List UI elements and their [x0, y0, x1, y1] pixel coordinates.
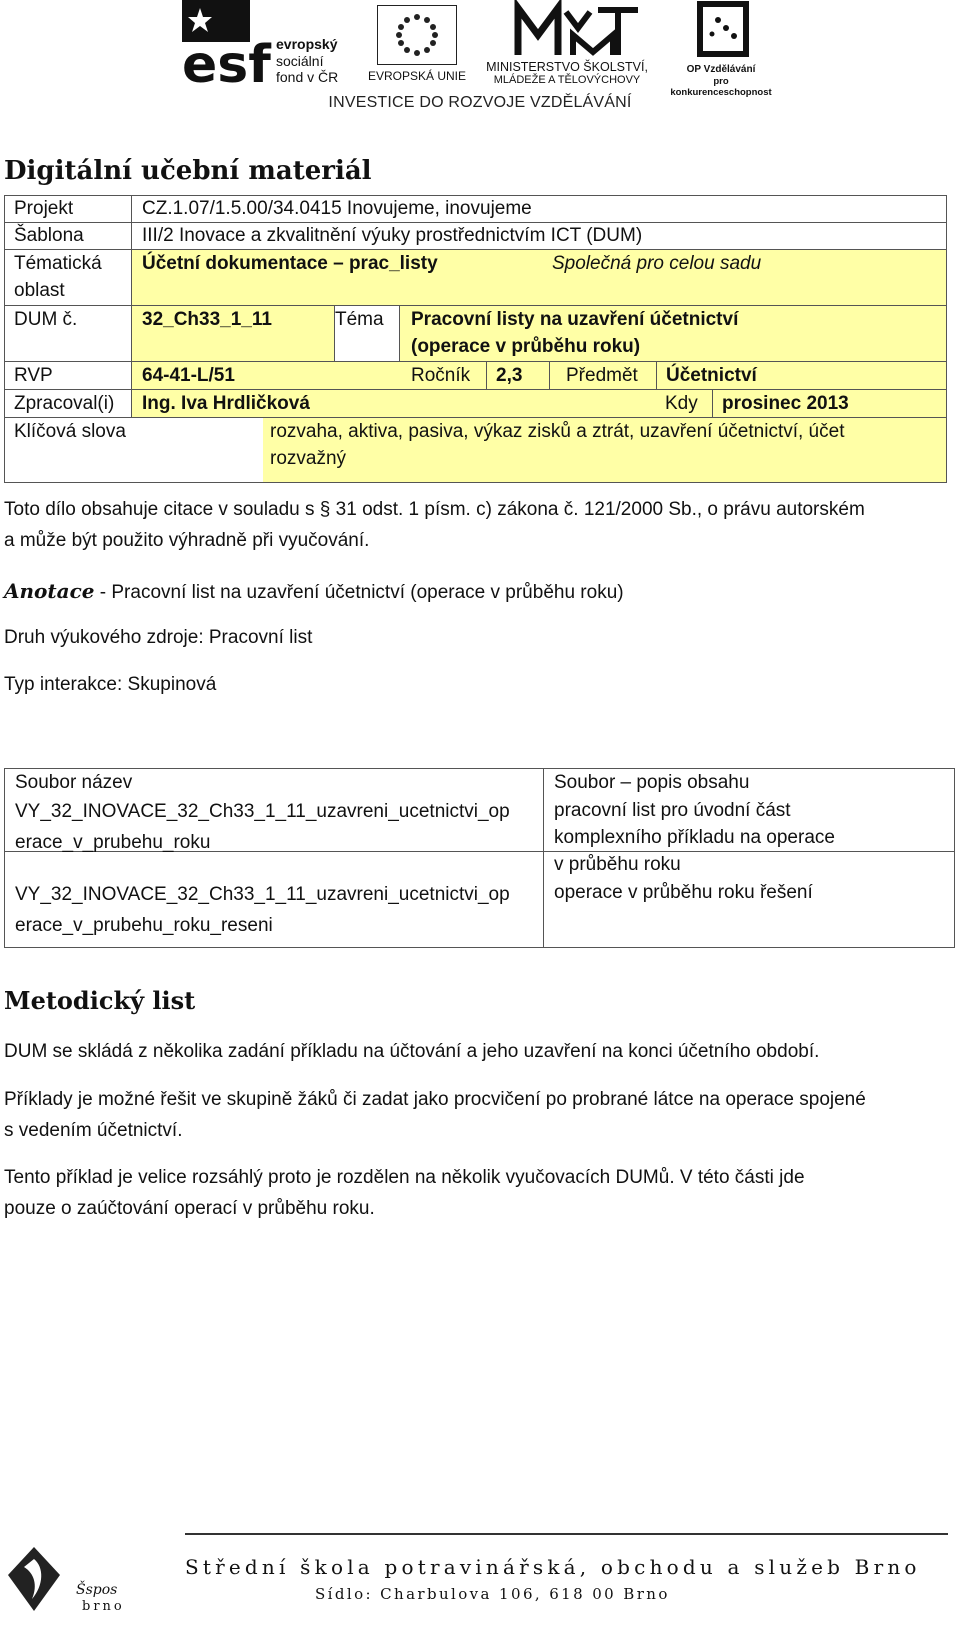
klicova-slova-line2: rozvažný	[270, 448, 347, 469]
school-logo-line1: Šspos	[76, 1582, 118, 1598]
esf-line3: fond v ČR	[276, 69, 339, 85]
eu-label: EVROPSKÁ UNIE	[367, 69, 467, 83]
file-table	[4, 768, 955, 948]
msmt-line1: MINISTERSTVO ŠKOLSTVÍ,	[486, 60, 648, 74]
file-row1-desc-line1: pracovní list pro úvodní část	[554, 800, 791, 821]
file-col1-header: Soubor název	[15, 772, 133, 793]
metodicky-p3-line1: Tento příklad je velice rozsáhlý proto je rozdělen na několik vyučovacích DUMů. V této části jde	[4, 1167, 805, 1188]
op-vzdelavani-logo	[662, 0, 780, 98]
document-title: Digitální učební materiál	[4, 156, 372, 186]
rvp-value: 64-41-L/51	[142, 365, 235, 386]
druh-zdroje: Druh výukového zdroje: Pracovní list	[4, 627, 313, 648]
dum-value: 32_Ch33_1_11	[142, 309, 272, 330]
rocnik-value: 2,3	[496, 365, 523, 386]
kdy-value: prosinec 2013	[722, 393, 849, 414]
file-row2-name-line2: erace_v_prubehu_roku_reseni	[15, 915, 273, 936]
tema-value-line1: Pracovní listy na uzavření účetnictví	[411, 309, 739, 330]
file-row1-desc-line3: v průběhu roku	[554, 854, 681, 875]
metodicky-p3-line2: pouze o zaúčtování operací v průběhu roku.	[4, 1198, 375, 1219]
info-table	[4, 195, 947, 483]
invest-heading: INVESTICE DO ROZVOJE VZDĚLÁVÁNÍ	[328, 94, 632, 111]
metodicky-list-title: Metodický list	[4, 986, 196, 1015]
footer-address: Sídlo: Charbulova 106, 618 00 Brno	[315, 1585, 670, 1603]
file-row1-name-line2: erace_v_prubehu_roku	[15, 832, 211, 853]
oblast-label-line2: oblast	[14, 280, 65, 301]
file-row2-name-line1: VY_32_INOVACE_32_Ch33_1_11_uzavreni_ucetnictvi_op	[15, 884, 510, 905]
tema-value-line2: (operace v průběhu roku)	[411, 336, 641, 357]
school-logo	[4, 1545, 124, 1625]
oblast-note: Společná pro celou sadu	[552, 253, 762, 274]
typ-interakce: Typ interakce: Skupinová	[4, 674, 217, 695]
metodicky-p1: DUM se skládá z několika zadání příkladu na účtování a jeho uzavření na konci účetního období.	[4, 1041, 820, 1062]
anotace-text: - Pracovní list na uzavření účetnictví (operace v průběhu roku)	[94, 582, 624, 603]
footer-divider	[185, 1533, 948, 1535]
dum-label: DUM č.	[14, 309, 78, 330]
tema-label: Téma	[335, 309, 384, 330]
projekt-value: CZ.1.07/1.5.00/34.0415 Inovujeme, inovujeme	[142, 198, 532, 219]
projekt-label: Projekt	[14, 198, 74, 219]
predmet-label: Předmět	[566, 365, 638, 386]
klicova-slova-label: Klíčová slova	[14, 421, 126, 442]
citace-line2: a může být použito výhradně při vyučování.	[4, 530, 370, 551]
sablona-value: III/2 Inovace a zkvalitnění výuky prostřednictvím ICT (DUM)	[142, 225, 643, 246]
school-logo-line2: brno	[82, 1599, 125, 1614]
file-row2-desc-line1: operace v průběhu roku řešení	[554, 882, 813, 903]
kdy-label: Kdy	[665, 393, 698, 414]
file-col2-header: Soubor – popis obsahu	[554, 772, 750, 793]
rocnik-label: Ročník	[411, 365, 471, 386]
zpracoval-label: Zpracoval(i)	[14, 393, 115, 414]
anotace-label: Anotace	[4, 579, 95, 603]
klicova-slova-line1: rozvaha, aktiva, pasiva, výkaz zisků a ztrát, uzavření účetnictví, účet	[270, 421, 845, 442]
file-row1-desc-line2: komplexního příkladu na operace	[554, 827, 835, 848]
eu-flag-logo	[362, 5, 472, 85]
esf-line2: sociální	[276, 53, 324, 69]
citace-line1: Toto dílo obsahuje citace v souladu s § 31 odst. 1 písm. c) zákona č. 121/2000 Sb., o právu autorském	[4, 499, 865, 520]
sablona-label: Šablona	[14, 225, 84, 246]
op-line2: pro konkurenceschopnost	[670, 76, 772, 98]
predmet-value: Účetnictví	[666, 365, 757, 386]
metodicky-p2-line1: Příklady je možné řešit ve skupině žáků či zadat jako procvičení po probrané látce na operace spojené	[4, 1089, 866, 1110]
msmt-line2: MLÁDEŽE A TĚLOVÝCHOVY	[493, 74, 641, 86]
metodicky-p2-line2: s vedením účetnictví.	[4, 1120, 183, 1141]
oblast-label-line1: Tématická	[14, 253, 102, 274]
esf-line1: evropský	[276, 36, 338, 52]
file-row1-name-line1: VY_32_INOVACE_32_Ch33_1_11_uzavreni_ucetnictvi_op	[15, 801, 510, 822]
msmt-logo	[478, 0, 656, 90]
esf-logo	[182, 0, 352, 90]
footer-school-name: Střední škola potravinářská, obchodu a služeb Brno	[185, 1555, 921, 1579]
rvp-label: RVP	[14, 365, 53, 386]
svg-text:esf: esf	[182, 35, 271, 90]
tema-label-cell	[335, 306, 399, 361]
oblast-value: Účetní dokumentace – prac_listy	[142, 253, 438, 274]
anotace	[4, 576, 624, 608]
zpracoval-value: Ing. Iva Hrdličková	[142, 393, 310, 414]
op-line1: OP Vzdělávání	[686, 64, 756, 75]
